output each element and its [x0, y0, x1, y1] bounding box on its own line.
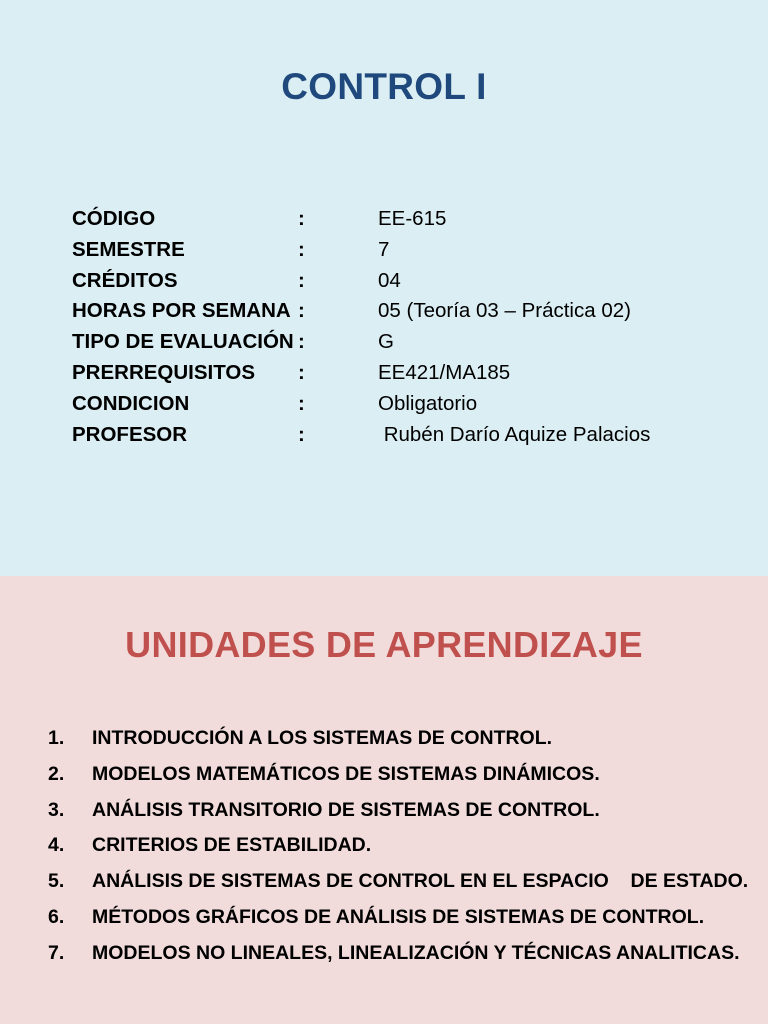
list-item-text: MODELOS NO LINEALES, LINEALIZACIÓN Y TÉCNICAS ANALITICAS.	[92, 941, 740, 964]
info-value: EE421/MA185	[378, 360, 511, 384]
list-item	[48, 830, 758, 861]
info-label: HORAS POR SEMANA	[72, 299, 291, 323]
list-item-text: ANÁLISIS DE SISTEMAS DE CONTROL EN EL ESPACIO DE ESTADO.	[92, 870, 749, 893]
info-value: 7	[378, 237, 390, 261]
info-colon: :	[298, 237, 305, 261]
info-row-condicion	[72, 389, 732, 420]
list-item	[48, 723, 758, 754]
info-colon: :	[298, 391, 305, 415]
info-value: 05 (Teoría 03 – Práctica 02)	[378, 299, 631, 323]
list-item-number: 3.	[48, 798, 65, 821]
list-item-number: 7.	[48, 941, 65, 964]
list-item-number: 2.	[48, 762, 65, 785]
info-row-semestre	[72, 235, 732, 266]
info-row-tipo-evaluacion	[72, 327, 732, 358]
info-row-profesor	[72, 420, 732, 451]
list-item	[48, 759, 758, 790]
info-value: G	[378, 330, 394, 354]
info-label: CRÉDITOS	[72, 268, 178, 292]
info-row-codigo	[72, 204, 732, 235]
course-title: CONTROL I	[281, 66, 487, 107]
course-info-table	[72, 204, 732, 450]
list-item-text: MODELOS MATEMÁTICOS DE SISTEMAS DINÁMICOS.	[92, 762, 600, 785]
info-label: CÓDIGO	[72, 207, 156, 230]
info-label: CONDICION	[72, 391, 190, 415]
info-colon: :	[298, 207, 305, 230]
info-row-creditos	[72, 266, 732, 297]
list-item-number: 6.	[48, 905, 65, 928]
units-title: UNIDADES DE APRENDIZAJE	[125, 624, 643, 665]
info-label: SEMESTRE	[72, 237, 185, 261]
info-value: 04	[378, 268, 401, 292]
list-item-number: 4.	[48, 834, 65, 857]
info-label: PROFESOR	[72, 422, 188, 446]
list-item	[48, 795, 758, 826]
list-item	[48, 902, 758, 933]
info-value: Obligatorio	[378, 391, 478, 415]
info-colon: :	[298, 268, 305, 292]
info-label: PRERREQUISITOS	[72, 360, 256, 384]
slide-learning-units	[0, 576, 768, 1024]
info-row-horas	[72, 296, 732, 327]
info-label: TIPO DE EVALUACIÓN	[72, 330, 294, 354]
list-item	[48, 938, 758, 969]
list-item-text: INTRODUCCIÓN A LOS SISTEMAS DE CONTROL.	[92, 727, 553, 749]
units-list	[48, 723, 758, 974]
list-item-text: ANÁLISIS TRANSITORIO DE SISTEMAS DE CONTROL.	[92, 798, 600, 821]
info-colon: :	[298, 360, 305, 384]
info-colon: :	[298, 330, 305, 354]
info-colon: :	[298, 299, 305, 323]
list-item-text: CRITERIOS DE ESTABILIDAD.	[92, 834, 372, 857]
list-item-number: 5.	[48, 870, 65, 893]
info-value: Rubén Darío Aquize Palacios	[378, 422, 651, 446]
info-value: EE-615	[378, 207, 447, 230]
list-item-text: MÉTODOS GRÁFICOS DE ANÁLISIS DE SISTEMAS DE CONTROL.	[92, 905, 705, 928]
list-item	[48, 866, 758, 897]
list-item-number: 1.	[48, 727, 65, 749]
info-colon: :	[298, 422, 305, 446]
info-row-prerrequisitos	[72, 358, 732, 389]
